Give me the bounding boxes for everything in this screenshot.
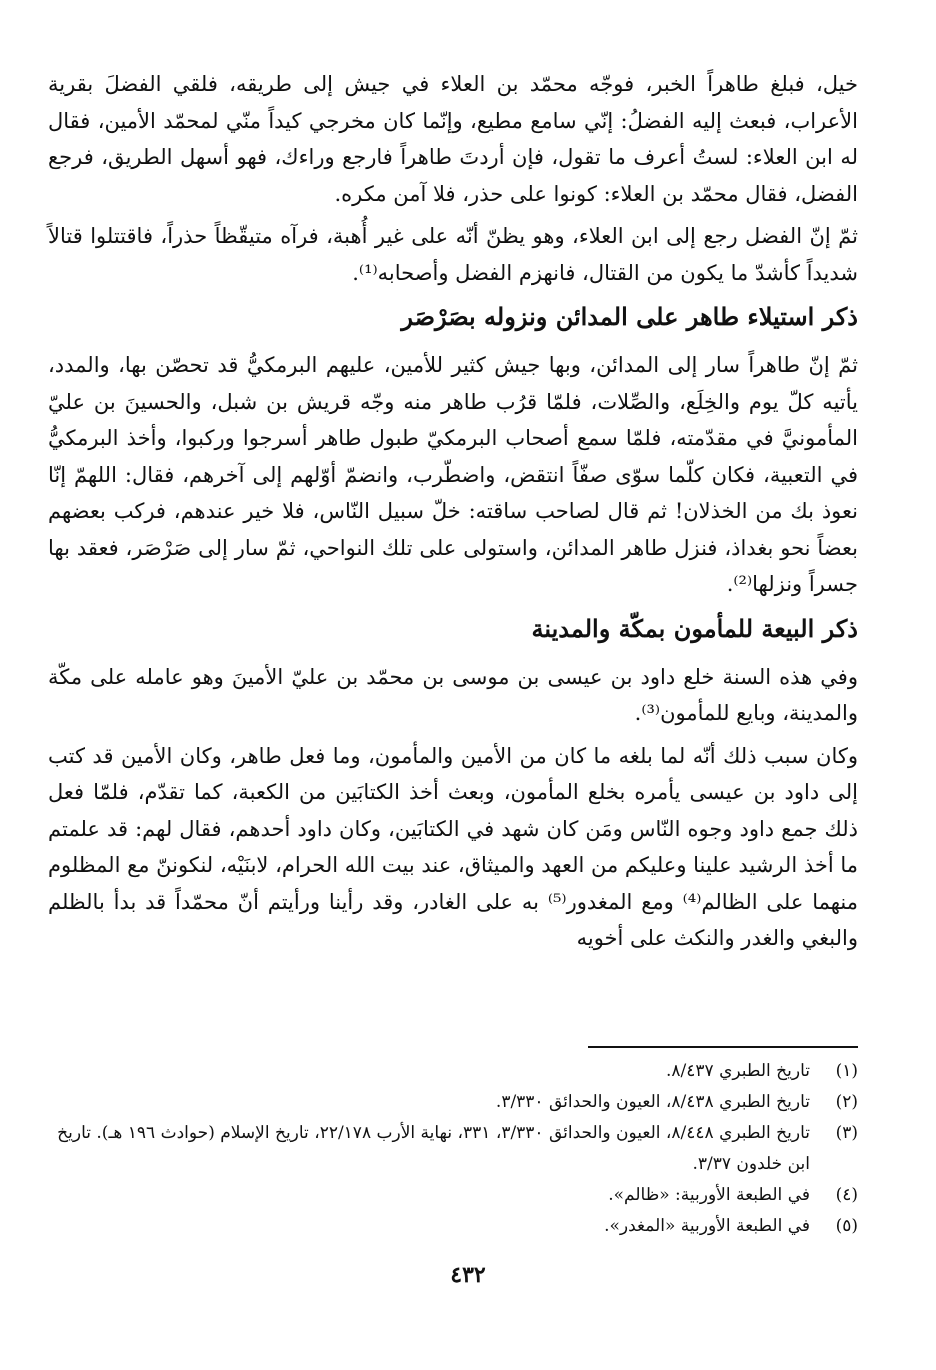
footnote-number: (١) xyxy=(835,1061,858,1081)
footnote xyxy=(48,1180,858,1211)
footnote xyxy=(48,1211,858,1242)
footnote-text: في الطبعة الأوربية «المغدر». xyxy=(604,1216,810,1236)
footnote-text: في الطبعة الأوربية: «ظالم». xyxy=(608,1185,810,1205)
footnote-text: تاريخ الطبري ٨/٤٣٧. xyxy=(666,1061,810,1081)
main-text xyxy=(48,66,858,963)
section-heading: ذكر البيعة للمأمون بمكّة والمدينة xyxy=(531,613,858,643)
paragraph: وكان سبب ذلك أنّه لما بلغه ما كان من الأمين والمأمون، وما فعل طاهر، وكان الأمين قد كتب إلى داود بن عيسى يأمره بخلع المأمون، وبعث أخذ الكتابَين من الكعبة، كما تقدّم، فلمّا فعل ذلك جمع داود وجوه النّاس ومَن كان شهد في الكتابَين، وكان داود أحدهم، فقال لهم: قد علمتم ما أخذ الرشيد علينا وعليكم من العهد والميثاق، عند بيت الله الحرام، لابنَيْه، لنكوننّ مع المظلوم منهما على الظالم⁽⁴⁾ ومع المغدور⁽⁵⁾ به على الغادر، وقد رأينا ورأيتم أنّ محمّداً قد بدأ بالظلم والبغي والغدر والنكث على أخويه xyxy=(48,743,859,950)
footnote-number: (٣) xyxy=(835,1123,858,1143)
footnote-text: تاريخ الطبري ٨/٤٣٨، العيون والحدائق ٣/٣٣٠. xyxy=(495,1092,810,1112)
footnote xyxy=(48,1118,858,1180)
paragraph: ثمّ إنّ طاهراً سار إلى المدائن، وبها جيش كثير للأمين، عليهم البرمكيُّ قد تحصّن بها، والمدد، يأتيه كلّ يوم والخِلَع، والصِّلات، فلمّا قرُب طاهر منه وجّه قريش بن شبل، والحسينَ بن عليّ المأمونيَّ في مقدّمته، فلمّا سمع أصحاب البرمكيّ طبول طاهر أسرجوا وركبوا، وأخذ البرمكيُّ في التعبية، فكان كلّما سوّى صفّاً انتقض، واضطّرب، وانضمّ أوّلهم إلى آخرهم، فقال: اللهمّ إنّا نعوذ بك من الخذلان! ثم قال لصاحب ساقته: خلّ سبيل النّاس، فلا خير عندهم، فركب بعضهم بعضاً نحو بغداذ، فنزل طاهر المدائن، واستولى على تلك النواحي، ثمّ سار إلى صَرْصَر، فعقد بها جسراً ونزلها⁽²⁾. xyxy=(48,353,858,596)
footnote-number: (٢) xyxy=(835,1092,858,1112)
footnote xyxy=(48,1056,858,1087)
section-heading: ذكر استيلاء طاهر على المدائن ونزوله بصَرْصَر xyxy=(401,302,858,331)
paragraph: خيل، فبلغ طاهراً الخبر، فوجّه محمّد بن العلاء في جيش إلى طريقه، فلقي الفضلَ بقرية الأعراب، فبعث إليه الفضلُ: إنّي سامع مطيع، وإنّما كان مخرجي كيداً منّي لمحمّد الأمين، فقال له ابن العلاء: لستُ أعرف ما تقول، فإن أردتَ طاهراً فارجع وراءك، فهو أسهل الطريق، فرجع الفضل، فقال محمّد بن العلاء: كونوا على حذر، فلا آمن مكره. xyxy=(48,72,858,206)
footnote xyxy=(48,1087,858,1118)
footnote-number: (٤) xyxy=(835,1185,858,1205)
footnote-divider xyxy=(588,1046,858,1048)
page-number: ٤٣٢ xyxy=(450,1262,486,1288)
footnote-number: (٥) xyxy=(835,1216,858,1236)
footnote-text: تاريخ الطبري ٨/٤٤٨، العيون والحدائق ٣/٣٣٠، ٣٣١، نهاية الأرب ٢٢/١٧٨، تاريخ الإسلام (حوادث ١٩٦ هـ). تاريخ ابن خلدون ٣/٣٧. xyxy=(57,1123,810,1174)
paragraph: وفي هذه السنة خلع داود بن عيسى بن موسى بن محمّد بن عليّ الأمينَ وهو عامله على مكّة والمدينة، وبايع للمأمون⁽³⁾. xyxy=(48,664,858,725)
footnotes xyxy=(48,1056,858,1242)
paragraph: ثمّ إنّ الفضل رجع إلى ابن العلاء، وهو يظنّ أنّه على غير أُهبة، فرآه متيقّظاً حذراً، فاقتتلوا قتالاً شديداً كأشدّ ما يكون من القتال، فانهزم الفضل وأصحابه⁽¹⁾. xyxy=(48,224,858,285)
